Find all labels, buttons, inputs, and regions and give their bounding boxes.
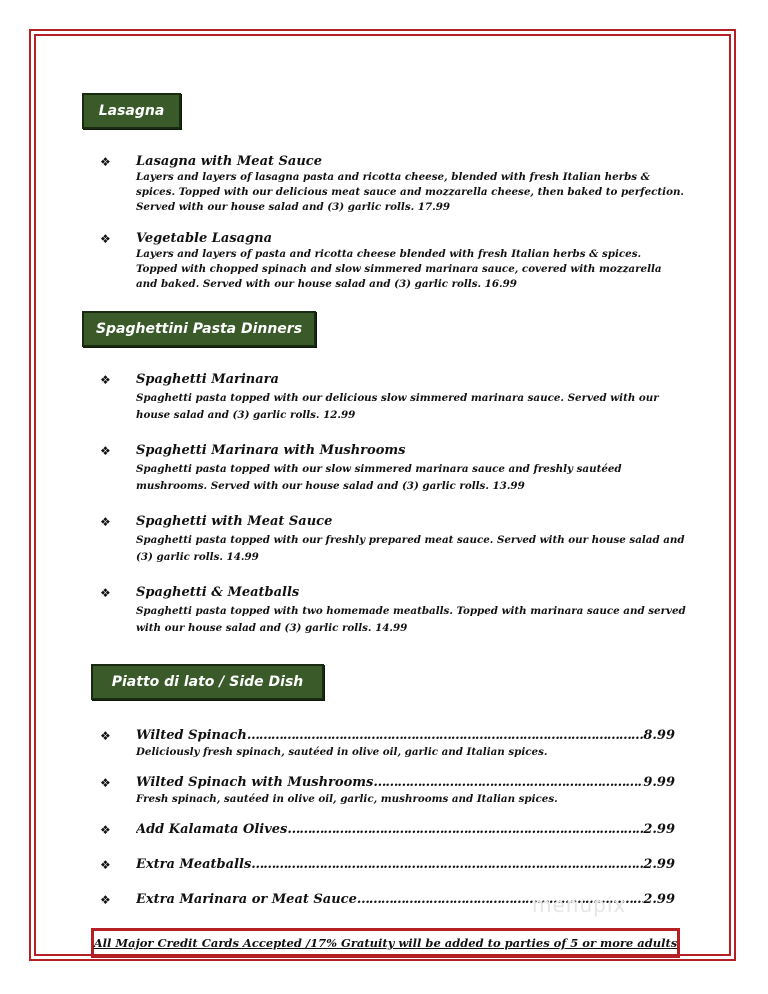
item-name: Lasagna with Meat Sauce — [136, 154, 322, 169]
menu-item — [100, 154, 690, 214]
bullet-icon: ❖ — [100, 858, 111, 872]
bullet-icon: ❖ — [100, 586, 111, 600]
section-header-spaghettini: Spaghettini Pasta Dinners — [82, 311, 316, 347]
item-name: Wilted Spinach with Mushrooms — [136, 775, 374, 790]
item-name: Extra Marinara or Meat Sauce — [136, 892, 357, 907]
item-description: Spaghetti pasta topped with our slow simmered marinara sauce and freshly sautéed mushrooms. Served with our house salad and (3) garlic rolls. 13.99 — [136, 463, 622, 492]
bullet-icon: ❖ — [100, 373, 111, 387]
item-price: 8.99 — [643, 728, 675, 743]
menu-item — [100, 728, 690, 762]
item-description: Spaghetti pasta topped with our delicious slow simmered marinara sauce. Served with our house salad and (3) garlic rolls. 12.99 — [136, 392, 659, 421]
item-price: 2.99 — [643, 822, 675, 837]
section-header-lasagna: Lasagna — [82, 93, 181, 129]
item-description: Fresh spinach, sautéed in olive oil, garlic, mushrooms and Italian spices. — [136, 793, 558, 805]
dot-leader — [287, 822, 643, 837]
item-description: Layers and layers of lasagna pasta and ricotta cheese, blended with fresh Italian herbs & spices. Topped with our delicious meat sauce and mozzarella cheese, then baked to perfection. Served with our house salad and (3) garlic rolls. 17.99 — [136, 171, 685, 213]
item-name: Vegetable Lasagna — [136, 231, 273, 246]
item-name: Extra Meatballs — [136, 857, 252, 872]
item-description: Layers and layers of pasta and ricotta cheese blended with fresh Italian herbs & spices. Topped with chopped spinach and slow simmered marinara sauce, covered with mozzarella and baked. Served with our house salad and (3) garlic rolls. 16.99 — [136, 248, 662, 290]
bullet-icon: ❖ — [100, 729, 111, 743]
menu-item — [100, 857, 690, 875]
dot-leader — [251, 857, 643, 872]
item-name: Spaghetti & Meatballs — [136, 585, 300, 600]
menu-item — [100, 443, 690, 493]
dot-leader — [373, 775, 643, 790]
bullet-icon: ❖ — [100, 893, 111, 907]
menu-item — [100, 372, 690, 422]
footer-notice: All Major Credit Cards Accepted /17% Gratuity will be added to parties of 5 or more adults — [91, 928, 680, 958]
item-price-line — [136, 822, 675, 837]
item-name: Spaghetti Marinara — [136, 372, 279, 387]
item-price-line — [136, 775, 675, 790]
item-price-line — [136, 857, 675, 872]
bullet-icon: ❖ — [100, 776, 111, 790]
section-header-side-dish: Piatto di lato / Side Dish — [91, 664, 324, 700]
item-description: Spaghetti pasta topped with our freshly prepared meat sauce. Served with our house salad and (3) garlic rolls. 14.99 — [136, 534, 685, 563]
item-description: Spaghetti pasta topped with two homemade meatballs. Topped with marinara sauce and served with our house salad and (3) garlic rolls. 14.99 — [136, 605, 686, 634]
item-name: Spaghetti Marinara with Mushrooms — [136, 443, 406, 458]
item-name: Add Kalamata Olives — [136, 822, 288, 837]
watermark: menupix — [532, 893, 627, 917]
item-name: Wilted Spinach — [136, 728, 247, 743]
menu-item — [100, 231, 690, 291]
bullet-icon: ❖ — [100, 823, 111, 837]
menu-item — [100, 514, 690, 564]
bullet-icon: ❖ — [100, 515, 111, 529]
item-price: 2.99 — [643, 892, 675, 907]
item-price: 9.99 — [643, 775, 675, 790]
bullet-icon: ❖ — [100, 155, 111, 169]
dot-leader — [247, 728, 644, 743]
item-price-line — [136, 728, 675, 743]
bullet-icon: ❖ — [100, 232, 111, 246]
menu-item — [100, 585, 690, 635]
item-description: Deliciously fresh spinach, sautéed in olive oil, garlic and Italian spices. — [136, 746, 548, 758]
item-name: Spaghetti with Meat Sauce — [136, 514, 333, 529]
item-price: 2.99 — [643, 857, 675, 872]
menu-item — [100, 822, 690, 840]
bullet-icon: ❖ — [100, 444, 111, 458]
menu-item — [100, 775, 690, 809]
